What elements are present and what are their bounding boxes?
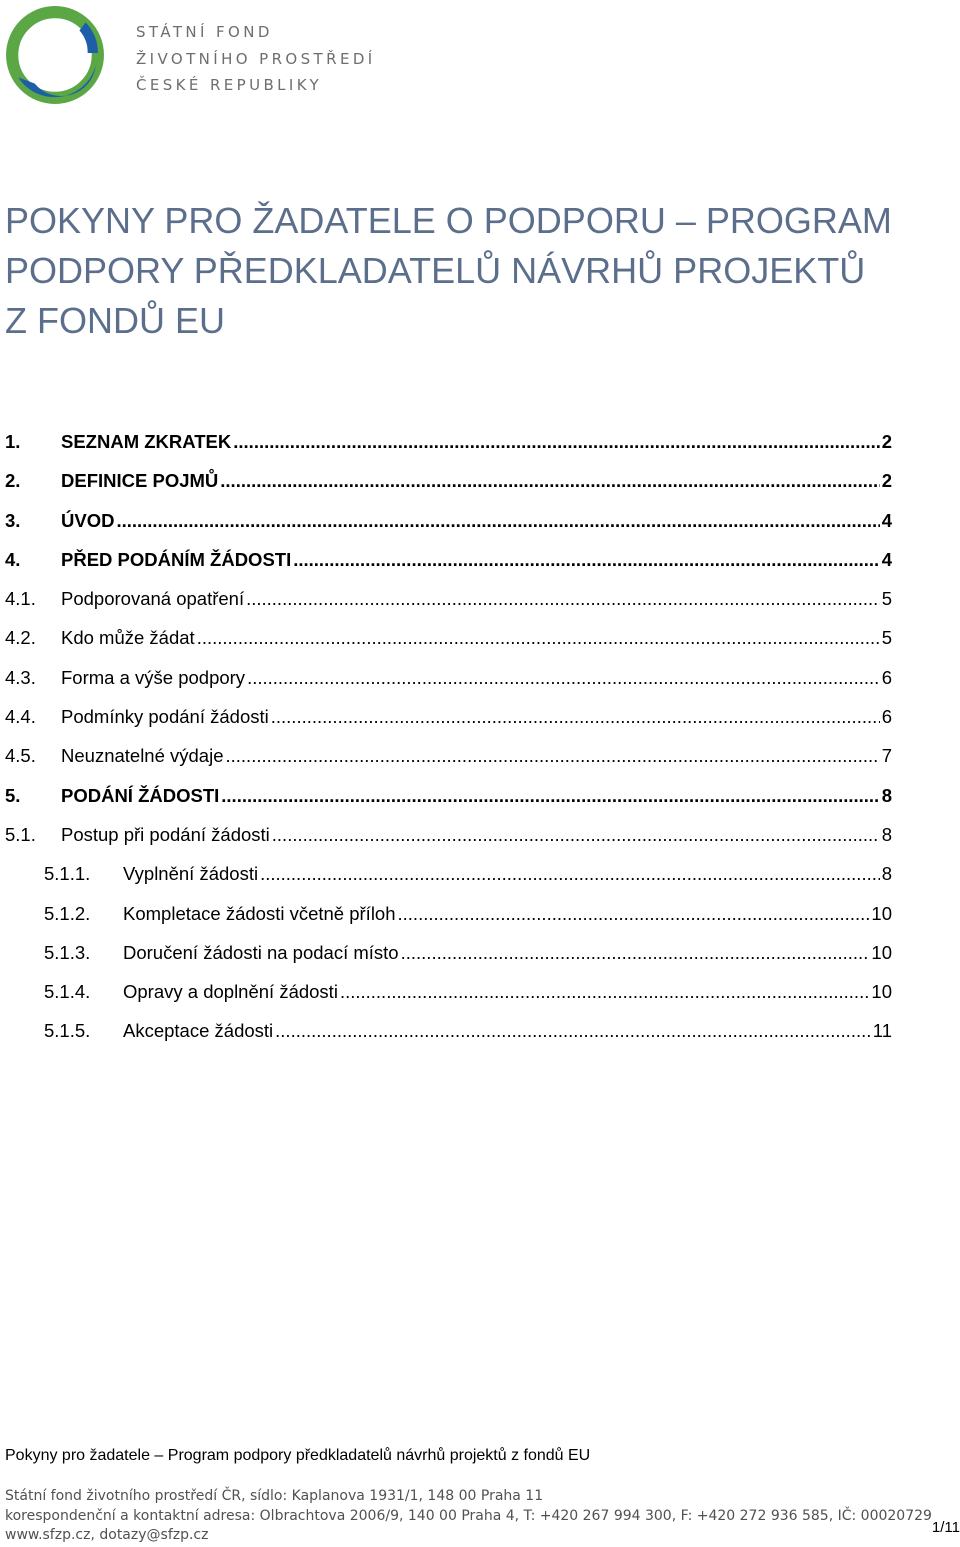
toc-entry[interactable]	[5, 579, 892, 618]
toc-number: 1.	[5, 431, 21, 452]
org-line: ČESKÉ REPUBLIKY	[136, 76, 323, 94]
toc-label: Akceptace žádosti	[123, 1020, 274, 1042]
title-line: POKYNY PRO ŽADATELE O PODPORU – PROGRAM	[5, 200, 892, 241]
toc-label: Opravy a doplnění žádosti	[123, 981, 338, 1003]
title-line: PODPORY PŘEDKLADATELŮ NÁVRHŮ PROJEKTŮ	[5, 250, 866, 291]
toc-number: 5.1.	[5, 823, 36, 845]
toc-number: 4.4.	[5, 706, 36, 728]
toc-leader	[271, 697, 880, 736]
toc-page: 2	[881, 431, 892, 452]
org-line: ŽIVOTNÍHO PROSTŘEDÍ	[136, 49, 376, 68]
title-line: Z FONDŮ EU	[5, 300, 225, 341]
footer-address	[5, 1487, 932, 1546]
toc-number: 5.1.5.	[44, 1020, 91, 1042]
toc-entry[interactable]	[5, 1011, 892, 1050]
toc-number: 4.2.	[5, 627, 36, 649]
toc-number: 3.	[5, 509, 21, 531]
toc-entry[interactable]	[5, 894, 892, 933]
toc-entry[interactable]	[5, 854, 892, 893]
toc-number: 2.	[5, 470, 21, 492]
sfzp-logo-icon	[4, 4, 106, 106]
document-title	[5, 196, 925, 346]
toc-entry[interactable]	[5, 697, 892, 736]
toc-number: 4.	[5, 548, 21, 570]
toc-entry[interactable]	[5, 658, 892, 697]
toc-number: 5.1.2.	[44, 902, 91, 924]
toc-page: 6	[881, 666, 892, 688]
toc-label: PODÁNÍ ŽÁDOSTI	[61, 784, 220, 806]
toc-label: Vyplnění žádosti	[123, 863, 259, 885]
toc-leader	[197, 618, 880, 657]
toc-page: 8	[881, 784, 892, 806]
toc-leader	[246, 579, 880, 618]
toc-leader	[221, 776, 879, 815]
toc-entry[interactable]	[5, 933, 892, 972]
toc-entry[interactable]	[5, 736, 892, 775]
toc-entry[interactable]	[5, 972, 892, 1011]
toc-number: 5.1.3.	[44, 941, 91, 963]
toc-label: Forma a výše podpory	[61, 666, 246, 688]
footer-document-title: Pokyny pro žadatele – Program podpory předkladatelů návrhů projektů z fondů EU	[5, 1447, 591, 1464]
toc-page: 10	[871, 941, 892, 963]
toc-leader	[247, 658, 880, 697]
toc-number: 5.	[5, 784, 21, 806]
toc-page: 8	[881, 823, 892, 845]
toc-leader	[340, 972, 869, 1011]
organization-name	[136, 19, 376, 99]
toc-label: Doručení žádosti na podací místo	[123, 941, 399, 963]
toc-label: DEFINICE POJMŮ	[61, 470, 219, 492]
footer-address-line: korespondenční a kontaktní adresa: Olbrachtova 2006/9, 140 00 Praha 4, T: +420 267 994 300, F: +420 272 936 585, IČ: 00020729	[5, 1507, 932, 1524]
toc-label: Kompletace žádosti včetně příloh	[123, 902, 396, 924]
toc-label: Podmínky podání žádosti	[61, 706, 269, 728]
toc-leader	[293, 540, 879, 579]
toc-number: 5.1.4.	[44, 981, 91, 1003]
toc-label: Neuznatelné výdaje	[61, 745, 224, 767]
footer-address-line: www.sfzp.cz, dotazy@sfzp.cz	[5, 1527, 209, 1543]
toc-number: 4.5.	[5, 745, 36, 767]
toc-label: Kdo může žádat	[61, 627, 195, 649]
toc-leader	[220, 461, 879, 500]
toc-leader	[272, 815, 880, 854]
toc-page: 5	[881, 627, 892, 649]
toc-leader	[401, 933, 870, 972]
toc-label: Postup při podání žádosti	[61, 823, 270, 845]
toc-page: 7	[881, 745, 892, 767]
org-line: STÁTNÍ FOND	[136, 23, 273, 41]
toc-label: ÚVOD	[61, 509, 115, 531]
toc-page: 8	[881, 863, 892, 885]
toc-leader	[233, 422, 879, 461]
toc-number: 4.3.	[5, 666, 36, 688]
toc-number: 4.1.	[5, 588, 36, 610]
toc-leader	[226, 736, 880, 775]
toc-label: PŘED PODÁNÍM ŽÁDOSTI	[61, 548, 292, 570]
toc-entry[interactable]	[5, 815, 892, 854]
toc-entry[interactable]	[5, 422, 892, 461]
toc-leader	[260, 854, 880, 893]
toc-label: SEZNAM ZKRATEK	[61, 431, 232, 452]
toc-entry[interactable]	[5, 461, 892, 500]
toc-page: 10	[871, 981, 892, 1003]
toc-entry[interactable]	[5, 776, 892, 815]
toc-leader	[116, 501, 879, 540]
toc-entry[interactable]	[5, 540, 892, 579]
toc-leader	[398, 894, 870, 933]
toc-page: 10	[871, 902, 892, 924]
toc-page: 5	[881, 588, 892, 610]
footer-address-line: Státní fond životního prostředí ČR, sídlo: Kaplanova 1931/1, 148 00 Praha 11	[5, 1488, 544, 1504]
toc-label: Podporovaná opatření	[61, 588, 245, 610]
toc-number: 5.1.1.	[44, 863, 91, 885]
table-of-contents	[5, 422, 892, 1051]
toc-page: 4	[881, 548, 892, 570]
toc-page: 2	[881, 470, 892, 492]
toc-page: 6	[881, 706, 892, 728]
toc-entry[interactable]	[5, 618, 892, 657]
toc-page: 11	[872, 1020, 892, 1042]
toc-page: 4	[881, 509, 892, 531]
toc-leader	[275, 1011, 871, 1050]
page-number: 1/11	[931, 1519, 960, 1536]
toc-entry[interactable]	[5, 501, 892, 540]
